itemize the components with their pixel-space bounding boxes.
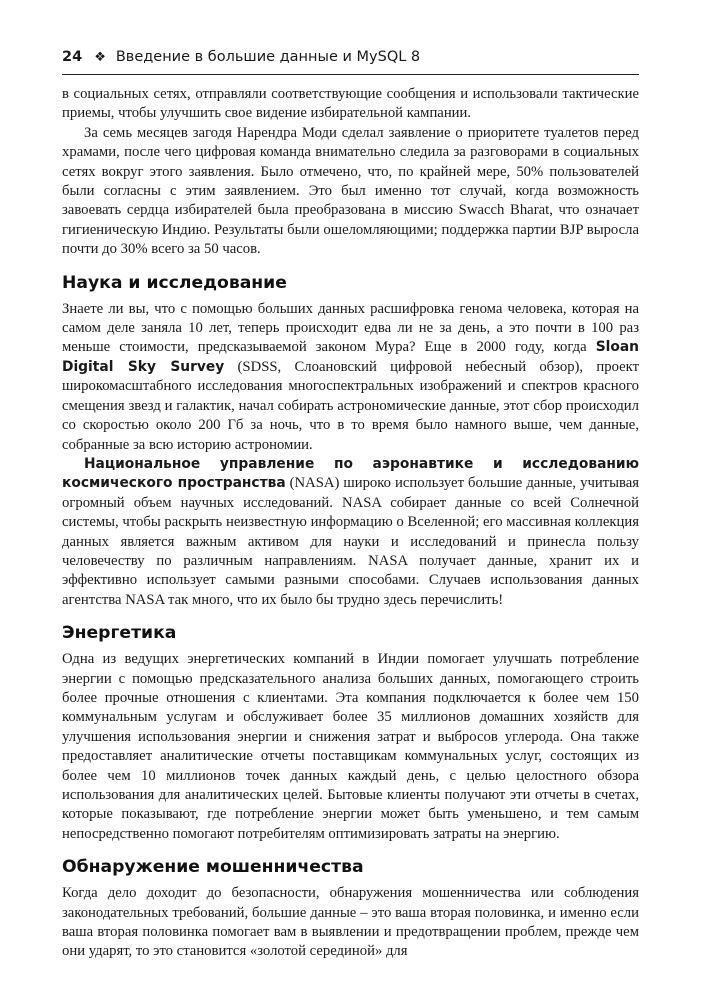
fraud-paragraph-1: Когда дело доходит до безопасности, обнаружения мошенничества или соблюдения законодательных требований, большие данные – это ваша вторая половинка, и именно если ваша вторая половинка помогает вам в выявлении и предотвращении проблем, прежде чем они ударят, то это становится «золотой серединой» для [62, 885, 639, 960]
energy-paragraph-1: Одна из ведущих энергетических компаний в Индии помогает улучшать потребление энергии с помощью предсказательного анализа больших данных, помогающего строить более прочные отношения с клиентами. Эта компания подключается к более чем 150 коммунальным услугам и обслуживает более 35 миллионов домашних хозяйств для улучшения использования энергии и снижения затрат и выбросов углерода. Она также предоставляет аналитические отчеты поставщикам коммунальных услуг, состоящих из более чем 10 миллионов точек данных каждый день, с целью целостного обзора использования для аналитических целей. Бытовые клиенты получают эти отчеты в счетах, которые показывают, где потребление энергии может быть уменьшено, и тем самым непосредственно помогают потребителям оптимизировать затраты на энергию. [62, 651, 639, 842]
book-title: Введение в большие данные и MySQL 8 [115, 49, 421, 65]
diamond-ornament-icon: ❖ [94, 50, 106, 65]
sdss-term: Sloan Digital Sky Survey [62, 339, 639, 375]
section-heading-energy: Энергетика [62, 623, 177, 644]
nasa-term: Национальное управление по аэронавтике и исследованию космического пространства [62, 455, 639, 492]
science-paragraph-2: Национальное управление по аэронавтике и исследованию космического пространства (NASA) широко использует большие данные, учитывая огромный объем научных исследований. NASA собирает данные со всей Солнечной системы, чтобы раскрыть неизвестную информацию о Вселенной; его массивная коллекция данных является важным активом для науки и исследований и принесла пользу человечеству по различным направлениям. NASA получает данные, хранит их и эффективно использует самыми разными способами. Случаев использования данных агентства NASA так много, что их было бы трудно здесь перечислить! [62, 455, 639, 608]
page-body [62, 85, 639, 962]
intro-paragraph-2: За семь месяцев загодя Нарендра Моди сделал заявление о приоритете туалетов перед храмами, после чего цифровая команда внимательно следила за разговорами в социальных сетях вокруг этого заявления. Было отмечено, что, по крайней мере, 50% пользователей были согласны с этим заявлением. Это был именно тот случай, когда возможность завоевать сердца избирателей была преобразована в миссию Swacch Bharat, что означает гигиеническую Индию. Результаты были ошеломляющими; поддержка партии BJP выросла почти до 30% всего за 50 часов. [62, 124, 639, 258]
section-heading-science: Наука и исследование [62, 272, 287, 293]
science-paragraph-1: Знаете ли вы, что с помощью больших данных расшифровка генома человека, которая на самом деле заняла 10 лет, теперь происходит едва ли не за день, а это почти в 100 раз меньше стоимости, предсказываемой законом Мура? Еще в 2000 году, когда Sloan Digital Sky Survey (SDSS, Слоановский цифровой небесный обзор), проект широкомасштабного исследования многоспектральных изображений и спектров красного смещения звезд и галактик, начал собирать астрономические данные, этот сбор происходил со скоростью около 200 Гб за ночь, что в то время было намного выше, чем данные, собранные за всю историю астрономии. [62, 300, 639, 453]
page-number: 24 [62, 49, 83, 65]
intro-paragraph-1: в социальных сетях, отправляли соответствующие сообщения и использовали тактические приемы, чтобы улучшить свое видение избирательной кампании. [62, 86, 639, 122]
section-heading-fraud: Обнаружение мошенничества [62, 857, 364, 878]
running-header [62, 47, 639, 75]
